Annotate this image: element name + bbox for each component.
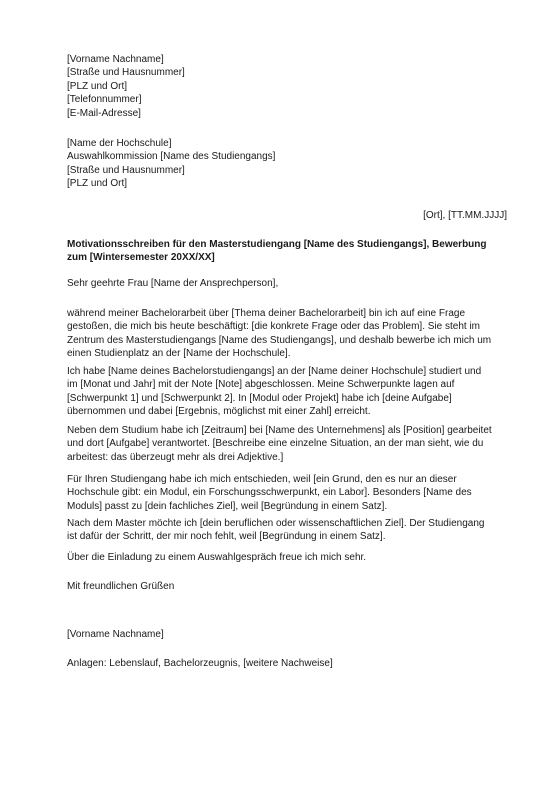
signature-name: [Vorname Nachname] — [67, 629, 164, 640]
recipient-street: [Straße und Hausnummer] — [67, 164, 185, 176]
attachments-line: Anlagen: Lebenslauf, Bachelorzeugnis, [weitere Nachweise] — [67, 658, 333, 669]
sender-street: [Straße und Hausnummer] — [67, 67, 185, 79]
paragraph-experience — [67, 424, 507, 464]
paragraph-motivation — [67, 473, 507, 513]
subject-line-2: zum [Wintersemester 20XX/XX] — [67, 252, 215, 264]
paragraph-line: während meiner Bachelorarbeit über [Thema deiner Bachelorarbeit] bin ich auf eine Frage — [67, 308, 466, 319]
paragraph-invitation — [67, 551, 507, 564]
paragraph-line: arbeitest: das überzeugt mehr als drei Adjektive.] — [67, 451, 284, 463]
paragraph-line: Zentrum des Masterstudiengangs [Name des Studiengangs], und deshalb bewerbe ich mich um — [67, 334, 492, 346]
sender-address — [67, 53, 507, 120]
sender-city: [PLZ und Ort] — [67, 80, 128, 92]
paragraph-line: im [Monat und Jahr] mit der Note [Note] abgeschlossen. Meine Schwerpunkte lagen auf — [67, 379, 455, 391]
place-date-line: [Ort], [TT.MM.JJJJ] — [423, 210, 507, 221]
paragraph-line: ist dafür der Schritt, der mir noch fehlt, weil [Begründung in einem Satz]. — [67, 531, 386, 543]
paragraph-line: Neben dem Studium habe ich [Zeitraum] bei [Name des Unternehmens] als [Position] gearbeitet — [67, 425, 492, 436]
paragraph-line: Moduls] passt zu [dein fachliches Ziel], weil [Begründung in einem Satz]. — [67, 500, 388, 512]
closing-formula: Mit freundlichen Grüßen — [67, 581, 175, 592]
recipient-institution: [Name der Hochschule] — [67, 138, 172, 149]
sender-email: [E-Mail-Adresse] — [67, 107, 141, 119]
paragraph-education — [67, 365, 507, 419]
paragraph-intro — [67, 307, 507, 361]
paragraph-line: übernommen und dabei [Ergebnis, möglichst mit einer Zahl] erreicht. — [67, 406, 371, 418]
recipient-committee: Auswahlkommission [Name des Studiengangs] — [67, 151, 276, 163]
subject-line — [67, 238, 507, 265]
paragraph-line: einen Studienplatz an der [Name der Hochschule]. — [67, 348, 291, 360]
paragraph-line: Für Ihren Studiengang habe ich mich entschieden, weil [ein Grund, den es nur an dieser — [67, 474, 457, 485]
salutation: Sehr geehrte Frau [Name der Ansprechperson], — [67, 278, 279, 289]
recipient-city: [PLZ und Ort] — [67, 178, 128, 190]
paragraph-line: Ich habe [Name deines Bachelorstudiengangs] an der [Name deiner Hochschule] studiert und — [67, 366, 482, 377]
sender-name: [Vorname Nachname] — [67, 54, 164, 65]
paragraph-goals — [67, 517, 507, 544]
paragraph-line: und dort [Aufgabe] verantwortet. [Beschreibe eine einzelne Situation, an der man sieht, wie du — [67, 438, 484, 450]
recipient-address — [67, 137, 507, 191]
paragraph-line: Nach dem Master möchte ich [dein beruflichen oder wissenschaftlichen Ziel]. Der Studiengang — [67, 518, 485, 529]
paragraph-line: gestoßen, die mich bis heute beschäftigt: [die konkrete Frage oder das Problem]. Sie steht im — [67, 321, 480, 333]
paragraph-line: Über die Einladung zu einem Auswahlgespräch freue ich mich sehr. — [67, 552, 367, 563]
paragraph-line: [Schwerpunkt 1] und [Schwerpunkt 2]. In [Modul oder Projekt] habe ich [deine Aufgabe] — [67, 392, 452, 404]
subject-line-1: Motivationsschreiben für den Masterstudiengang [Name des Studiengangs], Bewerbung — [67, 239, 487, 250]
sender-phone: [Telefonnummer] — [67, 94, 142, 106]
paragraph-line: Hochschule gibt: ein Modul, ein Forschungsschwerpunkt, ein Labor]. Besonders [Name des — [67, 487, 472, 499]
